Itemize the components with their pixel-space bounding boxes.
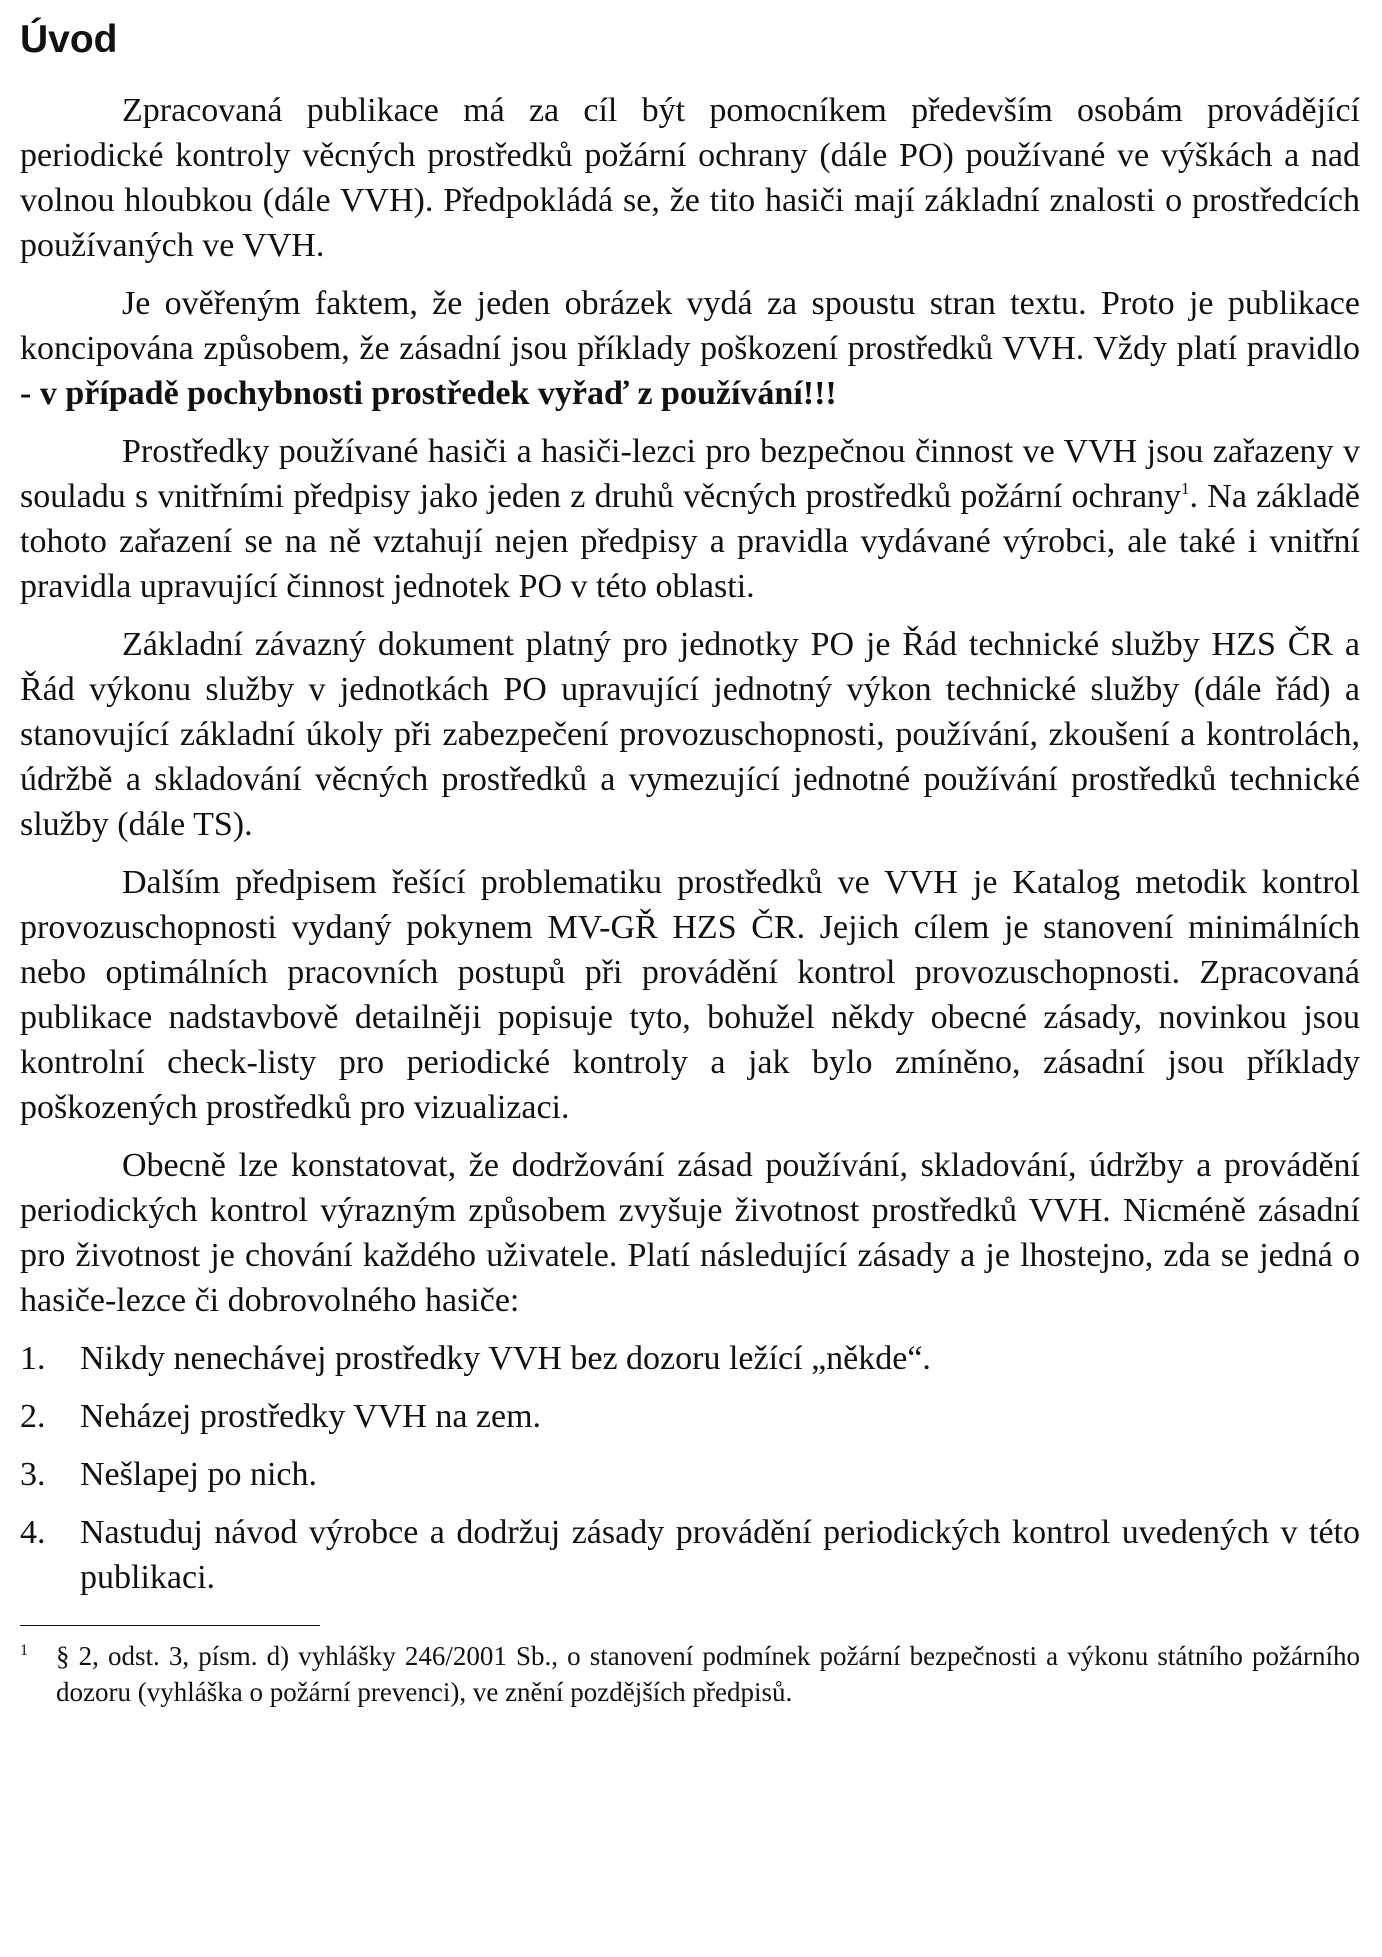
paragraph-intro: Zpracovaná publikace má za cíl být pomocníkem především osobám provádějící periodické kontroly věcných prostředků požární ochrany (dále PO) používané ve výškách a nad volnou hloubkou (dále VVH). Předpokládá se, že tito hasiči mají základní znalosti o prostředcích používaných ve VVH. [20, 91, 1360, 264]
footnote-mark: 1 [20, 1641, 28, 1659]
list-item-text: Nešlapej po nich. [80, 1455, 317, 1493]
footnote [20, 1638, 1360, 1710]
paragraph-text: Je ověřeným faktem, že jeden obrázek vydá za spoustu stran textu. Proto je publikace koncipována způsobem, že zásadní jsou příklady poškození prostředků VVH. Vždy platí pravidlo [20, 284, 1360, 367]
paragraph-text: . Na základě tohoto zařazení se na ně vztahují nejen předpisy a pravidla vydávané výrobci, ale také i vnitřní pravidla upravující činnost jednotek PO v této oblasti. [20, 477, 1360, 605]
list-item-number: 3. [20, 1455, 46, 1493]
paragraph-picture-rule [20, 281, 1360, 416]
list-item [20, 1336, 1360, 1381]
footnote-reference: 1 [1181, 478, 1190, 498]
paragraph-text: Prostředky používané hasiči a hasiči-lezci pro bezpečnou činnost ve VVH jsou zařazeny v souladu s vnitřními předpisy jako jeden z druhů věcných prostředků požární ochrany [20, 432, 1360, 515]
list-item-text: Nastuduj návod výrobce a dodržuj zásady provádění periodických kontrol uvedených v této publikaci. [80, 1513, 1360, 1596]
list-item-number: 2. [20, 1397, 46, 1435]
paragraph-catalog: Dalším předpisem řešící problematiku prostředků ve VVH je Katalog metodik kontrol provozuschopnosti vydaný pokynem MV-GŘ HZS ČR. Jejich cílem je stanovení minimálních nebo optimálních pracovních postupů při provádění kontrol provozuschopnosti. Zpracovaná publikace nadstavbově detailněji popisuje tyto, bohužel někdy obecné zásady, novinkou jsou kontrolní check-listy pro periodické kontroly a jak bylo zmíněno, zásadní jsou příklady poškozených prostředků pro vizualizaci. [20, 863, 1360, 1126]
page-title: Úvod [20, 18, 118, 61]
list-item-text: Neházej prostředky VVH na zem. [80, 1397, 542, 1435]
document-page [20, 18, 1360, 1710]
list-item-number: 4. [20, 1513, 46, 1551]
footnote-divider [20, 1625, 320, 1626]
list-item [20, 1510, 1360, 1600]
paragraph-regulations: Základní závazný dokument platný pro jednotky PO je Řád technické služby HZS ČR a Řád výkonu služby v jednotkách PO upravující jednotný výkon technické služby (dále řád) a stanovující základní úkoly při zabezpečení provozuschopnosti, používání, zkoušení a kontrolách, údržbě a skladování věcných prostředků a vymezující jednotné používání prostředků technické služby (dále TS). [20, 625, 1360, 843]
list-item-text: Nikdy nenechávej prostředky VVH bez dozoru ležící „někde“. [80, 1339, 931, 1377]
body-text [20, 88, 1360, 1600]
footnote-text: § 2, odst. 3, písm. d) vyhlášky 246/2001 Sb., o stanovení podmínek požární bezpečnosti a výkonu státního požárního dozoru (vyhláška o požární prevenci), ve znění pozdějších předpisů. [56, 1640, 1360, 1707]
list-item-number: 1. [20, 1339, 46, 1377]
list-item [20, 1394, 1360, 1439]
paragraph-classification [20, 429, 1360, 609]
warning-rule: - v případě pochybnosti prostředek vyřaď z používání!!! [20, 374, 837, 412]
paragraph-principles: Obecně lze konstatovat, že dodržování zásad používání, skladování, údržby a provádění periodických kontrol výrazným způsobem zvyšuje životnost prostředků VVH. Nicméně zásadní pro životnost je chování každého uživatele. Platí následující zásady a je lhostejno, zda se jedná o hasiče-lezce či dobrovolného hasiče: [20, 1146, 1360, 1319]
list-item [20, 1452, 1360, 1497]
rules-list [20, 1336, 1360, 1600]
